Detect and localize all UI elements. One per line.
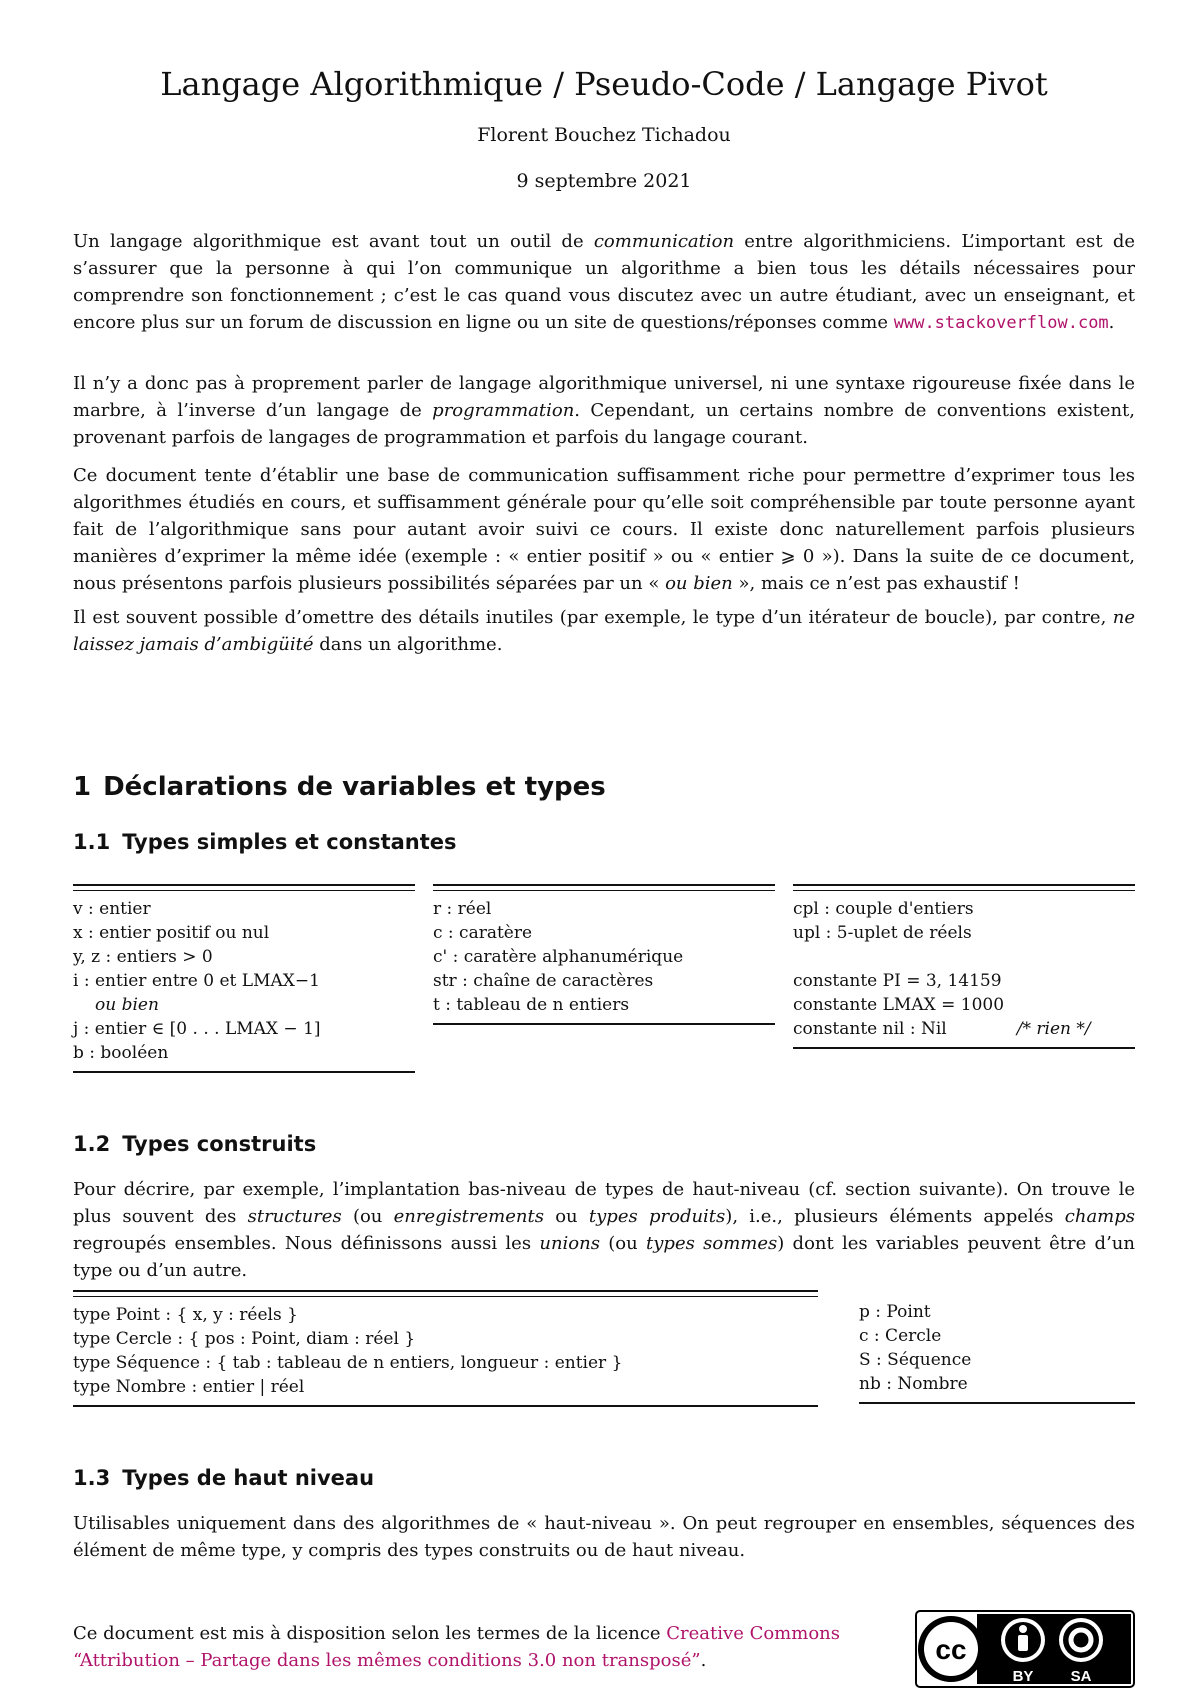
declaration-line: type Séquence : { tab : tableau de n entiers, longueur : entier } [73, 1353, 623, 1373]
document-date: 9 septembre 2021 [516, 170, 692, 192]
document-title: Langage Algorithmique / Pseudo-Code / Langage Pivot [160, 65, 1048, 103]
simple-types-box-c [793, 884, 1135, 1049]
subsection-1-2-heading: 1.2 Types construits [73, 1132, 317, 1156]
constructed-variables-box [859, 1290, 1135, 1404]
declaration-line: i : entier entre 0 et LMAX−1 [73, 971, 320, 991]
subsection-1-1-heading: 1.1 Types simples et constantes [73, 830, 457, 854]
comment-text: /* rien */ [1016, 1019, 1091, 1039]
simple-types-box-b [433, 884, 775, 1025]
svg-text:cc: cc [935, 1634, 967, 1665]
declaration-line: type Nombre : entier | réel [73, 1377, 305, 1397]
declaration-line: constante nil : Nil /* rien */ [793, 1019, 1091, 1039]
intro-paragraph-1: Un langage algorithmique est avant tout un outil de communication entre algorithmiciens. L’important est de s’assurer que la personne à qui l’on communique un algorithme a bien tous les détails nécessaires pour comprendre son fonctionnement ; c’est le cas quand vous discutez avec un autre étudiant, avec un enseignant, et encore plus sur un forum de discussion en ligne ou un site de questions/réponses comme www.stackoverflow.com. [73, 231, 1135, 333]
high-level-types-paragraph: Utilisables uniquement dans des algorithmes de « haut-niveau ». On peut regrouper en ensembles, séquences des élément de même type, y compris des types construits ou de haut niveau. [73, 1513, 1135, 1561]
declaration-line: c : caratère [433, 923, 533, 943]
license-by-label: BY [1012, 1668, 1034, 1685]
declaration-line: c : Cercle [859, 1326, 942, 1346]
declaration-line: y, z : entiers > 0 [73, 947, 213, 967]
declaration-line: str : chaîne de caractères [433, 971, 654, 991]
document-author: Florent Bouchez Tichadou [477, 124, 731, 146]
declaration-line: b : booléen [73, 1043, 169, 1063]
constructed-types-paragraph: Pour décrire, par exemple, l’implantation bas-niveau de types de haut-niveau (cf. section suivante). On trouve le plus souvent des structures (ou enregistrements ou types produits), i.e., plusieurs éléments appelés champs regroupés ensembles. Nous définissons aussi les unions (ou types sommes) dont les variables peuvent être d’un type ou d’un autre. [73, 1179, 1136, 1281]
declaration-line: S : Séquence [859, 1350, 972, 1370]
declaration-line: constante PI = 3, 14159 [793, 971, 1002, 991]
declaration-line: j : entier ∈ [0 . . . LMAX − 1] [73, 1019, 321, 1039]
intro-paragraph-4: Il est souvent possible d’omettre des détails inutiles (par exemple, le type d’un itérateur de boucle), par contre, ne laissez jamais d’ambigüité dans un algorithme. [73, 607, 1135, 655]
stackoverflow-link[interactable]: www.stackoverflow.com [893, 313, 1109, 333]
constructed-types-box [73, 1290, 818, 1407]
license-sa-label: SA [1070, 1668, 1092, 1685]
license-notice: Ce document est mis à disposition selon les termes de la licence Creative Commons “Attribution – Partage dans les mêmes conditions 3.0 non transposé”. [73, 1623, 840, 1671]
section-1-heading: 1 Déclarations de variables et types [73, 772, 606, 802]
license-link[interactable]: Creative Commons “Attribution – Partage dans les mêmes conditions 3.0 non transposé” [73, 1623, 840, 1671]
declaration-line: upl : 5-uplet de réels [793, 923, 972, 943]
simple-types-box-a [73, 884, 415, 1073]
declaration-line: p : Point [859, 1302, 931, 1322]
declaration-line: v : entier [73, 899, 151, 919]
cc-by-sa-icon[interactable] [915, 1610, 1135, 1688]
declaration-line: constante LMAX = 1000 [793, 995, 1005, 1015]
intro-paragraph-3: Ce document tente d’établir une base de communication suffisamment riche pour permettre d’exprimer tous les algorithmes étudiés en cours, et suffisamment générale pour qu’elle soit compréhensible par toute personne ayant fait de l’algorithmique sans pour autant avoir suivi ce cours. Il existe donc naturellement parfois plusieurs manières d’exprimer la même idée (exemple : « entier positif » ou « entier ⩾ 0 »). Dans la suite de ce document, nous présentons parfois plusieurs possibilités séparées par un « ou bien », mais ce n’est pas exhaustif ! [73, 465, 1135, 594]
declaration-line: c' : caratère alphanumérique [433, 947, 684, 967]
declaration-line: r : réel [433, 899, 492, 919]
declaration-line: type Cercle : { pos : Point, diam : réel } [73, 1329, 416, 1349]
declaration-line: t : tableau de n entiers [433, 995, 630, 1015]
declaration-line: cpl : couple d'entiers [793, 899, 974, 919]
intro-paragraph-2: Il n’y a donc pas à proprement parler de langage algorithmique universel, ni une syntaxe rigoureuse fixée dans le marbre, à l’inverse d’un langage de programmation. Cependant, un certains nombre de conventions existent, provenant parfois de langages de programmation et parfois du langage courant. [73, 373, 1135, 448]
declaration-line: ou bien [95, 995, 159, 1015]
declaration-line: nb : Nombre [859, 1374, 968, 1394]
subsection-1-3-heading: 1.3 Types de haut niveau [73, 1466, 375, 1490]
declaration-line: type Point : { x, y : réels } [73, 1305, 298, 1325]
declaration-line: x : entier positif ou nul [73, 923, 270, 943]
